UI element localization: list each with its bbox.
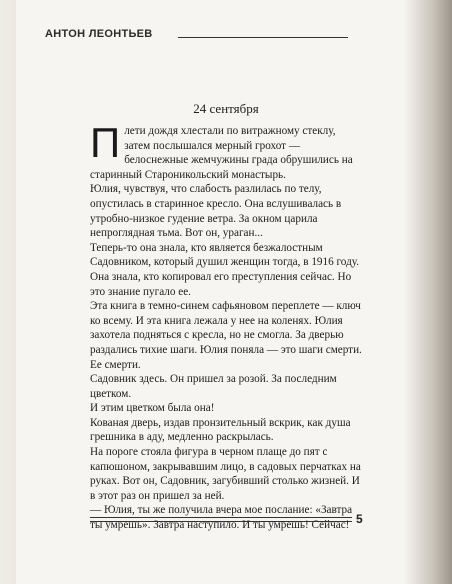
page-number: 5 <box>356 512 363 526</box>
paragraph-7: И этим цветком была она! <box>90 402 215 415</box>
paragraph-8: Кованая дверь, издав пронзительный вскрик, как душа грешника в аду, медленно раскрылась. <box>90 416 351 444</box>
footer-rule-top <box>90 517 352 518</box>
paragraph-10: — Юлия, ты же получила вчера мое послание: «Завтра ты умрешь». Завтра наступило. И ты умрешь! Сейчас! <box>90 504 353 532</box>
footer-rule-bottom <box>90 521 352 522</box>
paragraph-9: На пороге стояла фигура в черном плаще до пят с капюшоном, закрывавшим лицо, в садовых перчатках на руках. Вот он, Садовник, загубивший столько жизней. И в этот раз он пришел за ней. <box>90 446 361 502</box>
drop-cap: П <box>90 119 121 166</box>
paragraph-3: Теперь-то она знала, кто является безжалостным Садовником, который душил женщин тогда, в 1916 году. Она знала, кто копировал его преступления сейчас. Но это знание пугало ее. <box>90 241 360 298</box>
paragraph-1-text: лети дождя хлестали по витражному стеклу, затем послышался мерный грохот — белоснежные жемчужины града обрушились на старинный Староникольский монастырь. <box>90 125 353 181</box>
body-text <box>90 119 362 533</box>
running-head-rule <box>178 37 348 38</box>
paragraph-5: Ее смерти. <box>90 358 141 371</box>
paragraph-6: Садовник здесь. Он пришел за розой. За последним цветком. <box>90 373 337 400</box>
paragraph-4: Эта книга в темно-синем сафьяновом переплете — ключ ко всему. И эта книга лежала у нее на коленях. Юлия захотела подняться с кресла, но не смогла. За дверью раздались тихие шаги. Юлия поняла — это шаги смерти. <box>90 300 362 356</box>
running-head: АНТОН ЛЕОНТЬЕВ <box>45 28 153 40</box>
book-spine-margin <box>0 0 17 584</box>
paragraph-1 <box>90 119 362 182</box>
chapter-date-heading: 24 сентября <box>193 101 259 116</box>
paragraph-2: Юлия, чувствуя, что слабость разлилась по телу, опустилась в старинное кресло. Она вслушивалась в утробно-низкое гудение ветра. За окном царила непроглядная тьма. Вот он, ураган... <box>90 183 342 240</box>
page-edge-shadow <box>404 0 452 584</box>
